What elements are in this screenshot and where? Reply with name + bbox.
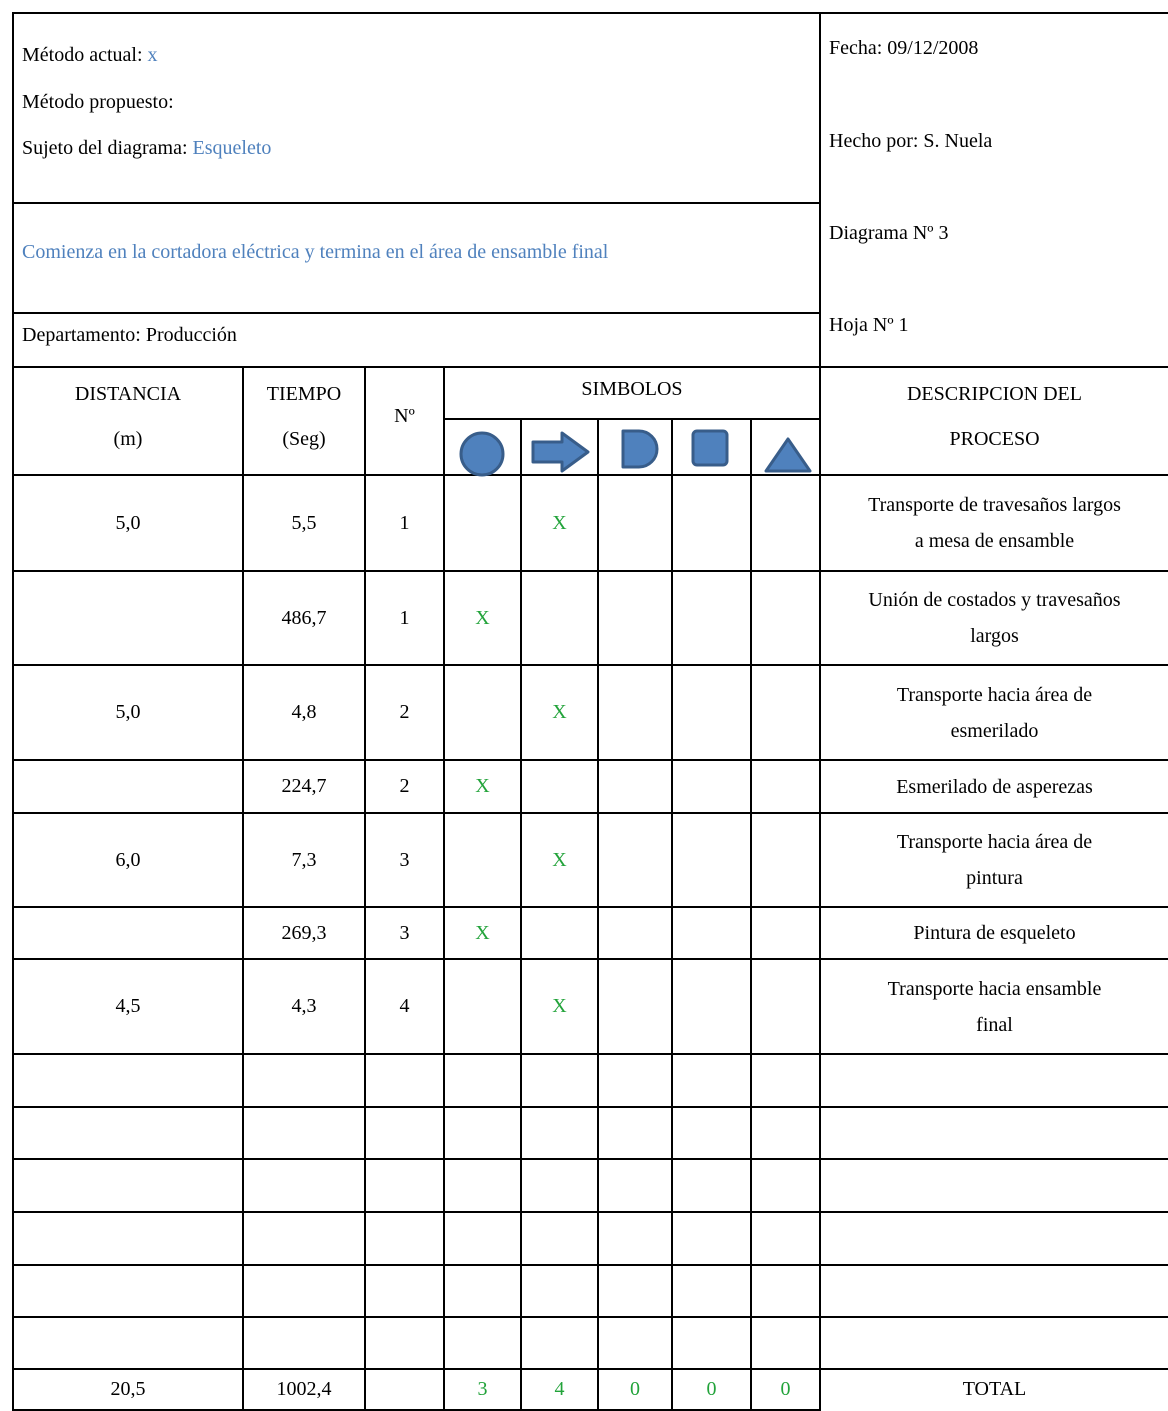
descripcion-line: a mesa de ensamble [914,530,1075,552]
descripcion-line: Transporte hacia área de [896,683,1093,706]
cell-tr [522,908,597,958]
sujeto-label: Sujeto del diagrama: [22,137,188,159]
cell-tr: X [552,701,567,723]
descripcion-line: Transporte de travesaños largos [868,494,1121,516]
cell-n: 2 [399,701,410,723]
cell-distancia: 4,5 [115,995,141,1017]
descripcion-line: Esmerilado de asperezas [896,775,1093,798]
cell-tiempo: 486,7 [281,606,327,629]
process-scope: Comienza en la cortadora eléctrica y termina en el área de ensamble final [22,241,609,263]
symbols-divider [443,418,820,420]
cell-tr [522,572,597,664]
metodo-actual [22,42,158,68]
cell-in [673,572,750,664]
hoja-numero: Hoja Nº 1 [829,314,909,336]
cell-in [673,761,750,812]
cell-de [599,908,671,958]
cell-tiempo: 4,8 [291,701,317,723]
row-line-11 [12,1211,1168,1213]
col-simbolos-header: SIMBOLOS [581,378,683,400]
cell-in [673,908,750,958]
operation-circle-icon [458,430,506,478]
departamento: Departamento: Producción [22,324,237,346]
descripcion-line: pintura [966,867,1023,889]
descripcion-line: Pintura de esqueleto [913,922,1076,944]
cell-descripcion [821,666,1168,759]
row-line-9 [12,1106,1168,1108]
cell-op [445,814,520,906]
col-descripcion-header-2: PROCESO [949,428,1040,450]
cell-op [445,960,520,1053]
storage-triangle-icon [763,436,813,474]
fecha: Fecha: 09/12/2008 [829,37,979,59]
cell-al [752,960,819,1053]
total-operacion: 3 [477,1378,488,1400]
hecho-por: Hecho por: S. Nuela [829,130,993,152]
descripcion-line: Unión de costados y travesaños [868,589,1121,611]
cell-al [752,908,819,958]
cell-de [599,960,671,1053]
cell-tr: X [552,848,567,871]
descripcion-line: Transporte hacia ensamble [887,977,1102,1000]
total-tiempo: 1002,4 [276,1378,332,1400]
delay-d-icon [619,428,663,472]
cell-in [673,960,750,1053]
cell-tiempo: 5,5 [291,511,317,534]
cell-n: 3 [399,921,410,944]
cell-de [599,761,671,812]
descripcion-line: largos [970,625,1019,647]
row-line-8 [12,1053,1168,1055]
row-line-13 [12,1316,1168,1318]
metodo-actual-label: Método actual: [22,44,143,66]
cell-de [599,666,671,759]
total-transporte: 4 [554,1378,565,1400]
cell-al [752,666,819,759]
cell-n: 1 [399,511,410,534]
cell-descripcion [821,476,1168,570]
border-top [12,12,1168,14]
total-almacenaje: 0 [780,1378,791,1400]
sujeto-diagrama [22,135,271,161]
cell-de [599,814,671,906]
cell-tiempo: 224,7 [281,775,327,797]
col-tiempo-unit: (Seg) [282,428,326,450]
cell-tr: X [552,995,567,1017]
cell-tr: X [552,511,567,534]
cell-descripcion [821,908,1168,958]
cell-distancia: 5,0 [115,511,141,534]
cell-op: X [475,921,490,944]
cell-tiempo: 269,3 [281,921,327,944]
diagrama-numero: Diagrama Nº 3 [829,222,949,244]
cell-tr [522,761,597,812]
cell-op: X [475,606,490,629]
total-distancia: 20,5 [110,1378,146,1400]
transport-arrow-icon [530,430,592,474]
cell-al [752,814,819,906]
cell-tiempo: 4,3 [291,995,317,1017]
cell-distancia: 5,0 [115,701,141,723]
cell-descripcion [821,761,1168,812]
cell-descripcion [821,572,1168,664]
table-header-top [12,366,1168,368]
cell-al [752,572,819,664]
cell-distancia [14,572,242,664]
cell-in [673,666,750,759]
cell-n: 3 [399,848,410,871]
cell-n: 1 [399,606,410,629]
cell-descripcion [821,814,1168,906]
descripcion-line: final [976,1013,1013,1036]
col-numero-header: Nº [394,405,415,427]
col-distancia-header: DISTANCIA [74,383,182,405]
cell-op: X [475,775,490,797]
header-divider-2 [12,312,820,314]
col-distancia-unit: (m) [113,428,143,450]
cell-de [599,572,671,664]
cell-tiempo: 7,3 [291,848,317,871]
cell-distancia [14,908,242,958]
cell-in [673,476,750,570]
cell-al [752,761,819,812]
cell-in [673,814,750,906]
row-line-10 [12,1158,1168,1160]
inspection-square-icon [690,428,730,468]
sujeto-value: Esqueleto [192,137,272,159]
cell-de [599,476,671,570]
cell-op [445,666,520,759]
cell-distancia [14,761,242,812]
total-inspeccion: 0 [706,1378,717,1400]
descripcion-line: Transporte hacia área de [896,831,1093,853]
cell-n: 4 [399,995,410,1017]
total-label: TOTAL [962,1378,1027,1400]
row-line-12 [12,1264,1168,1266]
col-tiempo-header: TIEMPO [266,383,342,405]
cell-op [445,476,520,570]
metodo-actual-value: x [147,44,158,66]
col-descripcion-header-1: DESCRIPCION DEL [906,383,1082,405]
cell-al [752,476,819,570]
cell-n: 2 [399,775,410,797]
metodo-propuesto-label: Método propuesto: [22,91,174,113]
header-divider-1 [12,202,820,204]
cell-distancia: 6,0 [115,848,141,871]
descripcion-line: esmerilado [950,719,1039,742]
cell-descripcion [821,960,1168,1053]
total-demora: 0 [630,1378,640,1400]
